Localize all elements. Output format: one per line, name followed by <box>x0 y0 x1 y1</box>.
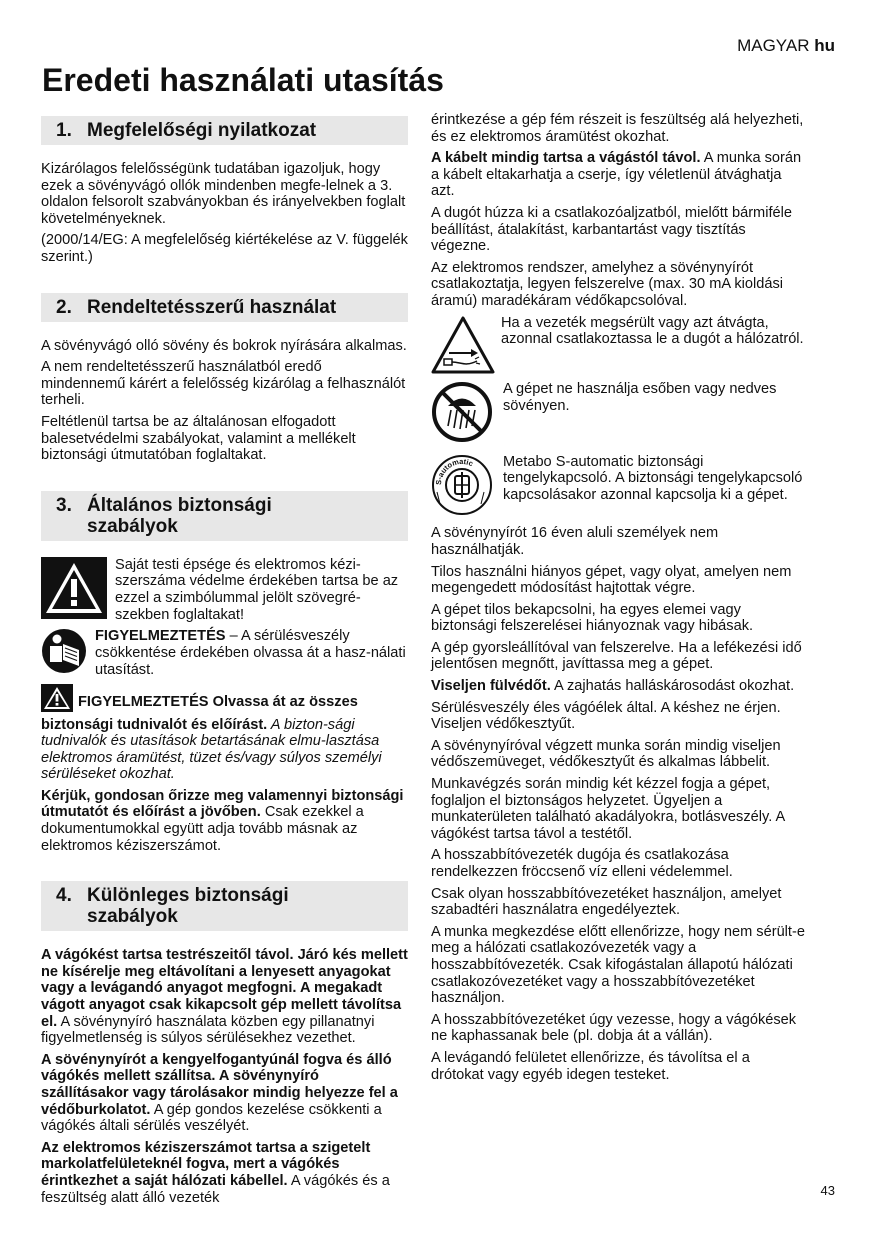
paragraph-bold: A vágókést tartsa testrészeitől távol. Járó kés mellett ne kísérelje meg eltávolítani a lenyesett anyagokat vagy a levágandó anyagot megfogni. A megakadt vágott anyagot csak kikapcsolt gép mellett távolítsa el. <box>41 947 408 1030</box>
left-column <box>41 116 408 1211</box>
right-column <box>431 112 806 1088</box>
paragraph-bold: Az elektromos kéziszerszámot tartsa a szigetelt markolatfelületeknél fogva, mert a vágókés érintkezhet a saját hálózati kábellel. <box>41 1139 371 1189</box>
s-automatic-clutch-icon <box>431 454 493 521</box>
section-4-heading <box>41 881 408 931</box>
read-manual-icon <box>41 628 87 679</box>
paragraph-text: A munka során a kábelt eltakarhatja a cserje, így véletlenül átvághatja azt. <box>431 150 802 200</box>
paragraph: A sövényvágó olló sövény és bokrok nyírására alkalmas. <box>41 337 407 354</box>
manual-notice <box>41 628 408 679</box>
section-number: 2. <box>56 296 72 318</box>
paragraph: A gépet tilos bekapcsolni, ha egyes elemei vagy biztonsági felszerelései hiányoznak vagy hibásak. <box>431 601 754 635</box>
section-number: 1. <box>56 120 72 141</box>
paragraph: A munka megkezdése előtt ellenőrizze, hogy nem sérült-e meg a hálózati csatlakozóvezeték vagy a hosszabbítóvezeték. Csak kifogástalan állapotú hálózati csatlakozóvezetéket vagy a hosszabbítóvezetéket használjon. <box>431 923 805 1007</box>
paragraph: A sövénynyíróval végzett munka során mindig viseljen védőszemüveget, védőkesztyűt és alkalmas lábbelit. <box>431 737 781 771</box>
general-warning-bold: FIGYELMEZTETÉS Olvassa át az összes biztonsági tudnivalót és előírást. <box>41 693 358 733</box>
paragraph-text: A sövénynyíró használata közben egy pillanatnyi figyelmetlenség is súlyos sérülésekhez vezethet. <box>41 1013 375 1047</box>
language-name: MAGYAR <box>737 36 810 55</box>
small-warning-icon <box>41 684 73 717</box>
paragraph <box>41 1052 408 1135</box>
s-automatic-notice <box>431 454 806 521</box>
paragraph: érintkezése a gép fém részeit is feszültség alá helyezheti, és ez elektromos áramütést okozhat. <box>431 112 804 145</box>
paragraph: A dugót húzza ki a csatlakozóaljzatból, mielőtt bármiféle beállítást, átalakítást, karbantartást vagy tisztítás végezne. <box>431 204 792 255</box>
paragraph-bold: A sövénynyírót a kengyelfogantyúnál fogva és álló vágókés mellett szállítsa. A sövénynyíró szállításakor vagy tárolásakor mindig helyezze fel a védőburkolatot. <box>41 1051 398 1118</box>
section-title: Rendeltetésszerű használat <box>87 296 337 318</box>
cable-damage-notice <box>431 315 806 380</box>
section-title-line1: Általános biztonsági <box>87 494 272 516</box>
paragraph-text: A zajhatás halláskárosodást okozhat. <box>550 678 795 695</box>
keep-instructions-text: Csak ezekkel a dokumentumokkal együtt adja tovább másnak az elektromos kéziszerszámot. <box>41 804 364 854</box>
paragraph: A sövénynyírót 16 éven aluli személyek nem használhatják. <box>431 525 719 558</box>
paragraph <box>431 678 806 695</box>
paragraph: A levágandó felületet ellenőrizze, és távolítsa el a drótokat vagy egyéb idegen testeket. <box>431 1049 750 1083</box>
page-title: Eredeti használati utasítás <box>42 62 444 98</box>
section-title: Megfelelőségi nyilatkozat <box>87 120 317 141</box>
paragraph: A nem rendeltetésszerű használatból eredő mindennemű kárért a felelősség kizárólag a felhasználót terheli. <box>41 359 406 409</box>
paragraph: Csak olyan hosszabbítóvezetéket használjon, amelyet szabadtéri használatra engedélyeztek. <box>431 885 782 919</box>
s-automatic-text: Metabo S-automatic biztonsági tengelykapcsoló. A biztonsági tengelykapcsoló kapcsolásakor azonnal kapcsolja ki a gépet. <box>503 453 803 503</box>
paragraph: Az elektromos rendszer, amelyhez a sövénynyírót csatlakoztatja, legyen felszerelve (max. 30 mA kioldási áramú) maradékáram védőkapcsolóval. <box>431 259 784 309</box>
language-code: hu <box>814 36 835 55</box>
paragraph-text: A vágókés és a feszültség alatt álló vezeték <box>41 1172 390 1206</box>
keep-instructions <box>41 788 408 854</box>
page-number: 43 <box>820 1183 835 1198</box>
paragraph-bold: Viseljen fülvédőt. <box>431 678 551 695</box>
no-rain-icon <box>431 381 493 448</box>
section-3-heading <box>41 491 408 541</box>
paragraph: Sérülésveszély éles vágóélek által. A késhez ne érjen. Viseljen védőkesztyűt. <box>431 699 781 733</box>
paragraph <box>41 947 408 1047</box>
section-title-line1: Különleges biztonsági <box>87 885 289 907</box>
language-label <box>737 36 835 56</box>
paragraph: (2000/14/EG: A megfelelőség kiértékelése az V. függelék szerint.) <box>41 232 408 265</box>
warning-text: Saját testi épsége és elektromos kézi-szerszáma védelme érdekében tartsa be az ezzel a szimbólummal jelölt szövegré-szekben foglaltakat! <box>115 556 399 623</box>
paragraph <box>41 1140 408 1206</box>
manual-warning-text: – A sérülésveszély csökkentése érdekében olvassa át a hasz-nálati utasítást. <box>95 628 406 678</box>
paragraph <box>431 150 806 200</box>
paragraph: Kizárólagos felelősségünk tudatában igazoljuk, hogy ezek a sövényvágó ollók mindenben megfe-lelnek a 3. oldalon felsorolt szabványokban és irányelvekben foglalt követelményeknek. <box>41 161 406 227</box>
paragraph-bold: A kábelt mindig tartsa a vágástól távol. <box>431 150 701 167</box>
section-number: 3. <box>56 494 72 516</box>
manual-warning-label: FIGYELMEZTETÉS <box>95 628 226 645</box>
paragraph: A hosszabbítóvezetéket úgy vezesse, hogy a vágókések ne kaphassanak bele (pl. dobja át a vállán). <box>431 1011 797 1045</box>
section-2-heading <box>41 293 408 322</box>
rain-notice <box>431 381 806 448</box>
warning-block <box>41 557 408 624</box>
paragraph-text: A gép gondos kezelése csökkenti a vágókés általi sérülés veszélyét. <box>41 1101 382 1135</box>
section-1-heading <box>41 116 408 145</box>
warning-triangle-icon <box>41 557 107 624</box>
paragraph: A gép gyorsleállítóval van felszerelve. Ha a lefékezési idő jelentősen megnőtt, javíttassa meg a gépet. <box>431 639 802 673</box>
paragraph: Munkavégzés során mindig két kézzel fogja a gépet, foglaljon el biztonságos helyzetet. Ügyeljen a munkaterületen található akadályokra, botlásveszély. A vágókést tartsa távol a testétől. <box>431 776 785 842</box>
section-title-line2: szabályok <box>87 515 178 537</box>
s-automatic-logo-text: S-automatic <box>433 456 475 486</box>
unplug-cable-icon <box>431 315 495 380</box>
cable-damage-text: Ha a vezeték megsérült vagy azt átvágta, azonnal csatlakoztassa le a dugót a hálózatról. <box>501 314 804 348</box>
keep-instructions-bold: Kérjük, gondosan őrizze meg valamennyi biztonsági útmutatót és előírást a jövőben. <box>41 787 404 821</box>
paragraph: Tilos használni hiányos gépet, vagy olyat, amelyen nem megengedett módosítást hajtottak végre. <box>431 563 792 597</box>
section-title-line2: szabályok <box>87 906 178 928</box>
general-warning <box>41 684 408 783</box>
paragraph: Feltétlenül tartsa be az általánosan elfogadott balesetvédelmi szabályokat, valamint a mellékelt biztonsági útmutatóban foglaltakat. <box>41 413 356 464</box>
paragraph: A hosszabbítóvezeték dugója és csatlakozása rendelkezzen fröccsenő víz elleni védelemmel. <box>431 847 733 880</box>
general-warning-italic: A bizton-sági tudnivalók és utasítások betartásának elmu-lasztása elektromos áramütést, tüzet és/vagy súlyos személyi sérüléseket okozhat. <box>41 716 382 783</box>
rain-text: A gépet ne használja esőben vagy nedves sövényen. <box>503 381 777 414</box>
section-number: 4. <box>56 885 72 907</box>
